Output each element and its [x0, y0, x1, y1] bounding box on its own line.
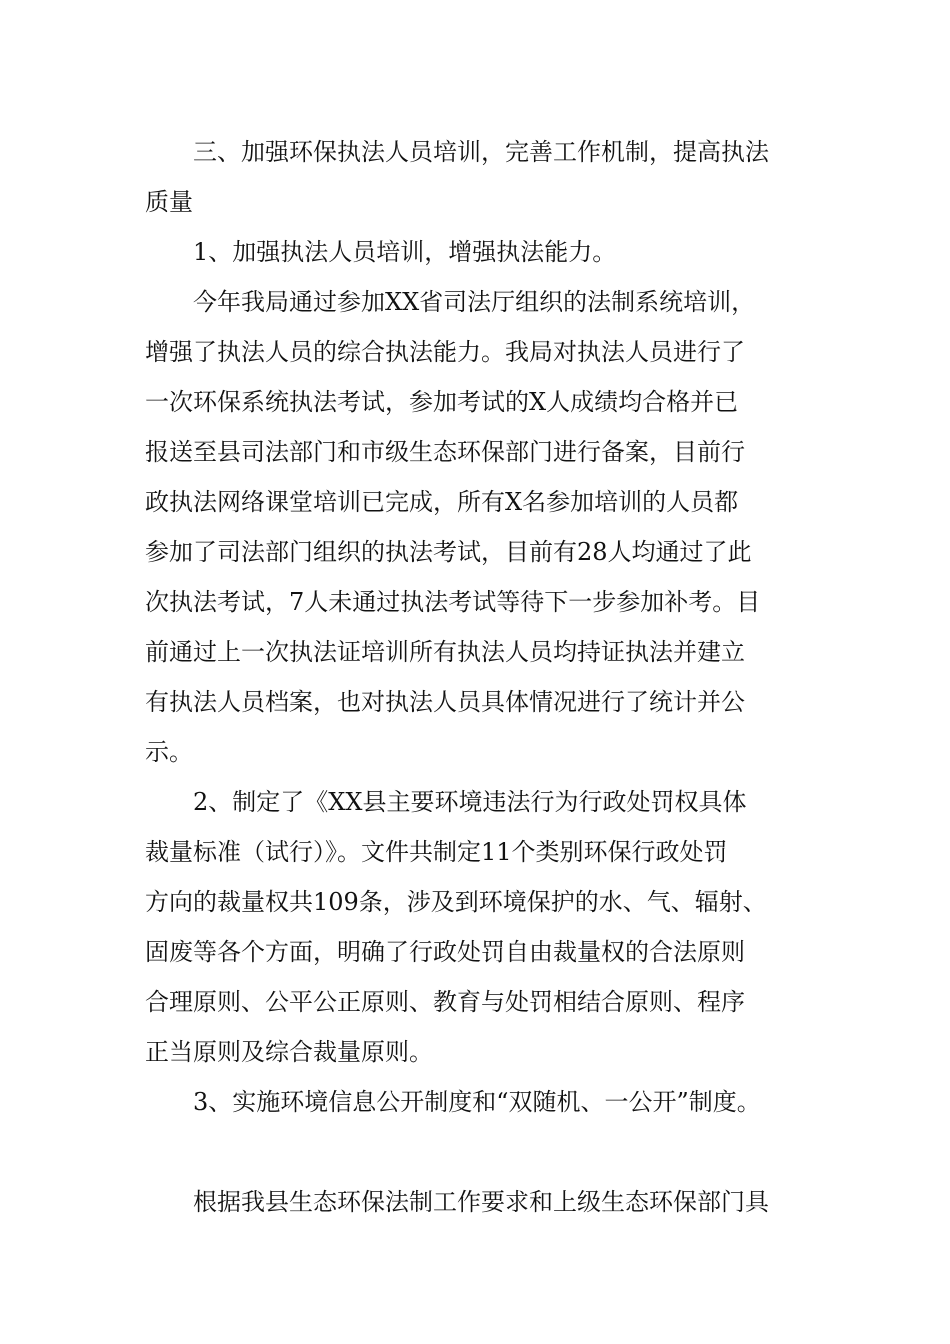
paragraph-line: 次执法考试，7人未通过执法考试等待下一步参加补考。目	[145, 588, 761, 616]
subheading-3: 3、实施环境信息公开制度和“双随机、一公开”制度。	[193, 1088, 761, 1116]
paragraph-line: 示。	[145, 738, 193, 766]
subheading-2: 2、制定了《XX县主要环境违法行为行政处罚权具体	[193, 788, 747, 816]
paragraph-line: 报送至县司法部门和市级生态环保部门进行备案，目前行	[145, 438, 745, 466]
paragraph-line: 正当原则及综合裁量原则。	[145, 1038, 433, 1066]
paragraph-line: 今年我局通过参加XX省司法厅组织的法制系统培训，	[193, 288, 756, 316]
paragraph-line: 根据我县生态环保法制工作要求和上级生态环保部门具	[193, 1188, 769, 1216]
paragraph-line: 参加了司法部门组织的执法考试，目前有28人均通过了此	[145, 538, 752, 566]
paragraph-line: 政执法网络课堂培训已完成，所有X名参加培训的人员都	[145, 488, 739, 516]
section-heading: 三、加强环保执法人员培训，完善工作机制，提高执法	[193, 138, 769, 166]
subheading-1: 1、加强执法人员培训，增强执法能力。	[193, 238, 617, 266]
paragraph-line: 固废等各个方面，明确了行政处罚自由裁量权的合法原则	[145, 938, 745, 966]
section-heading-continued: 质量	[145, 188, 193, 216]
paragraph-line: 合理原则、公平公正原则、教育与处罚相结合原则、程序	[145, 988, 745, 1016]
paragraph-line: 一次环保系统执法考试，参加考试的X人成绩均合格并已	[145, 388, 739, 416]
paragraph-line: 有执法人员档案，也对执法人员具体情况进行了统计并公	[145, 688, 745, 716]
paragraph-line: 方向的裁量权共109条，涉及到环境保护的水、气、辐射、	[145, 888, 767, 916]
paragraph-line: 前通过上一次执法证培训所有执法人员均持证执法并建立	[145, 638, 745, 666]
paragraph-line: 裁量标准（试行）》。文件共制定11个类别环保行政处罚	[145, 838, 728, 866]
paragraph-line: 增强了执法人员的综合执法能力。我局对执法人员进行了	[145, 338, 745, 366]
